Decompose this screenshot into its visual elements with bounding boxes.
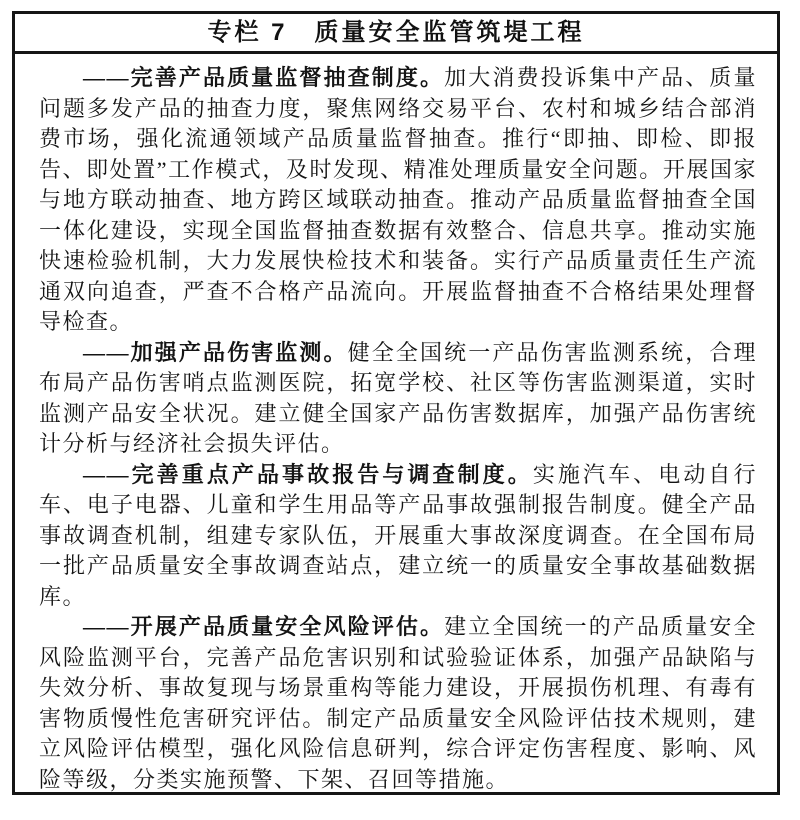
paragraph	[39, 612, 757, 795]
column-body	[15, 54, 777, 795]
paragraph	[39, 460, 757, 613]
column-title: 专栏 7 质量安全监管筑堤工程	[15, 14, 777, 54]
paragraph	[39, 338, 757, 460]
paragraph-text: 建立全国统一的产品质量安全风险监测平台，完善产品危害识别和试验验证体系，加强产品缺陷与失效分析、事故复现与场景重构等能力建设，开展损伤机理、有毒有害物质慢性危害研究评估。制定产品质量安全风险评估技术规则，建立风险评估模型，强化风险信息研判，综合评定伤害程度、影响、风险等级，分类实施预警、下架、召回等措施。	[39, 614, 757, 792]
paragraph-lead: ——开展产品质量安全风险评估。	[83, 614, 445, 639]
paragraph-lead: ——完善产品质量监督抽查制度。	[83, 65, 445, 90]
paragraph-text: 健全全国统一产品伤害监测系统，合理布局产品伤害哨点监测医院，拓宽学校、社区等伤害监测渠道，实时监测产品安全状况。建立健全国家产品伤害数据库，加强产品伤害统计分析与经济社会损失评估。	[39, 339, 757, 456]
paragraph-text: 实施汽车、电动自行车、电子电器、儿童和学生用品等产品事故强制报告制度。健全产品事故调查机制，组建专家队伍，开展重大事故深度调查。在全国布局一批产品质量安全事故调查站点，建立统一的质量安全事故基础数据库。	[39, 461, 757, 609]
paragraph-text: 加大消费投诉集中产品、质量问题多发产品的抽查力度，聚焦网络交易平台、农村和城乡结合部消费市场，强化流通领域产品质量监督抽查。推行“即抽、即检、即报告、即处置”工作模式，及时发现、精准处理质量安全问题。开展国家与地方联动抽查、地方跨区域联动抽查。推动产品质量监督抽查全国一体化建设，实现全国监督抽查数据有效整合、信息共享。推动实施快速检验机制，大力发展快检技术和装备。实行产品质量责任生产流通双向追查，严查不合格产品流向。开展监督抽查不合格结果处理督导检查。	[39, 65, 757, 334]
paragraph-lead: ——完善重点产品事故报告与调查制度。	[83, 461, 533, 487]
column-box	[12, 11, 780, 795]
paragraph	[39, 63, 757, 338]
paragraph-lead: ——加强产品伤害监测。	[83, 339, 348, 365]
